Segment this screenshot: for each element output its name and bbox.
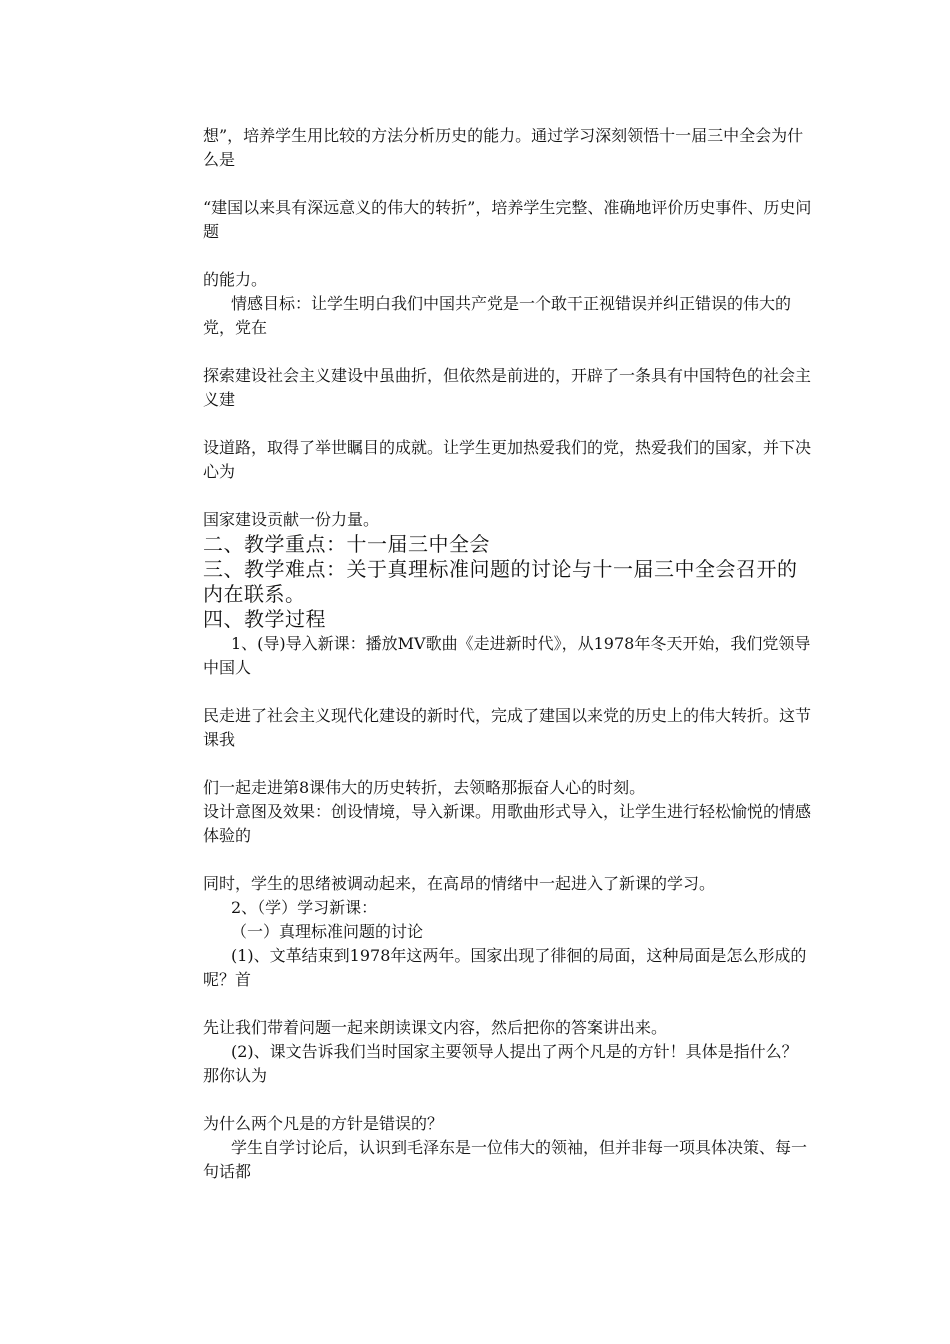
paragraph-1: 想”，培养学生用比较的方法分析历史的能力。通过学习深刻领悟十一届三中全会为什么是 bbox=[203, 126, 804, 169]
paragraph-design-intent: 设计意图及效果：创设情境，导入新课。用歌曲形式导入，让学生进行轻松愉悦的情感体验的 bbox=[203, 802, 812, 845]
paragraph-5: 探索建设社会主义建设中虽曲折，但依然是前进的，开辟了一条具有中国特色的社会主义建 bbox=[203, 366, 812, 409]
paragraph-gap bbox=[203, 1088, 813, 1112]
paragraph-gap bbox=[203, 484, 813, 508]
paragraph-gap bbox=[203, 752, 813, 776]
paragraph-section-one: （一）真理标准问题的讨论 bbox=[231, 922, 424, 941]
paragraph-learn-new: 2、（学）学习新课： bbox=[231, 898, 378, 917]
paragraph-13: 们一起走进第8课伟大的历史转折，去领略那振奋人心的时刻。 bbox=[203, 778, 646, 797]
paragraph-15: 同时，学生的思绪被调动起来，在高昂的情绪中一起进入了新课的学习。 bbox=[203, 874, 716, 893]
paragraph-emotion-goal: 情感目标：让学生明白我们中国共产党是一个敢干正视错误并纠正错误的伟大的党，党在 bbox=[203, 294, 792, 337]
paragraph-2: “建国以来具有深远意义的伟大的转折”，培养学生完整、准确地评价历史事件、历史问题 bbox=[203, 198, 812, 241]
paragraph-question-1: (1)、文革结束到1978年这两年。国家出现了徘徊的局面，这种局面是怎么形成的呢？首 bbox=[203, 946, 807, 989]
paragraph-gap bbox=[203, 992, 813, 1016]
paragraph-gap bbox=[203, 412, 813, 436]
heading-teaching-process: 四、教学过程 bbox=[203, 607, 326, 631]
paragraph-19: 先让我们带着问题一起来朗读课文内容，然后把你的答案讲出来。 bbox=[203, 1018, 668, 1037]
paragraph-gap bbox=[203, 244, 813, 268]
paragraph-22: 学生自学讨论后，认识到毛泽东是一位伟大的领袖，但并非每一项具体决策、每一句话都 bbox=[203, 1138, 808, 1181]
heading-key-points: 二、教学重点：十一届三中全会 bbox=[203, 532, 490, 556]
paragraph-3: 的能力。 bbox=[203, 270, 268, 289]
paragraph-gap bbox=[203, 680, 813, 704]
paragraph-7: 国家建设贡献一份力量。 bbox=[203, 510, 380, 529]
document-page bbox=[203, 124, 813, 1184]
paragraph-gap bbox=[203, 340, 813, 364]
paragraph-question-2: (2)、课文告诉我们当时国家主要领导人提出了两个凡是的方针！具体是指什么？那你认为 bbox=[203, 1042, 798, 1085]
paragraph-gap bbox=[203, 848, 813, 872]
paragraph-21: 为什么两个凡是的方针是错误的？ bbox=[203, 1114, 444, 1133]
heading-difficult-points: 三、教学难点：关于真理标准问题的讨论与十一届三中全会召开的内在联系。 bbox=[203, 557, 798, 606]
paragraph-intro: 1、(导)导入新课：播放MV歌曲《走进新时代》，从1978年冬天开始，我们党领导中国人 bbox=[203, 634, 811, 677]
paragraph-12: 民走进了社会主义现代化建设的新时代，完成了建国以来党的历史上的伟大转折。这节课我 bbox=[203, 706, 812, 749]
paragraph-gap bbox=[203, 172, 813, 196]
paragraph-6: 设道路，取得了举世瞩目的成就。让学生更加热爱我们的党，热爱我们的国家，并下决心为 bbox=[203, 438, 812, 481]
